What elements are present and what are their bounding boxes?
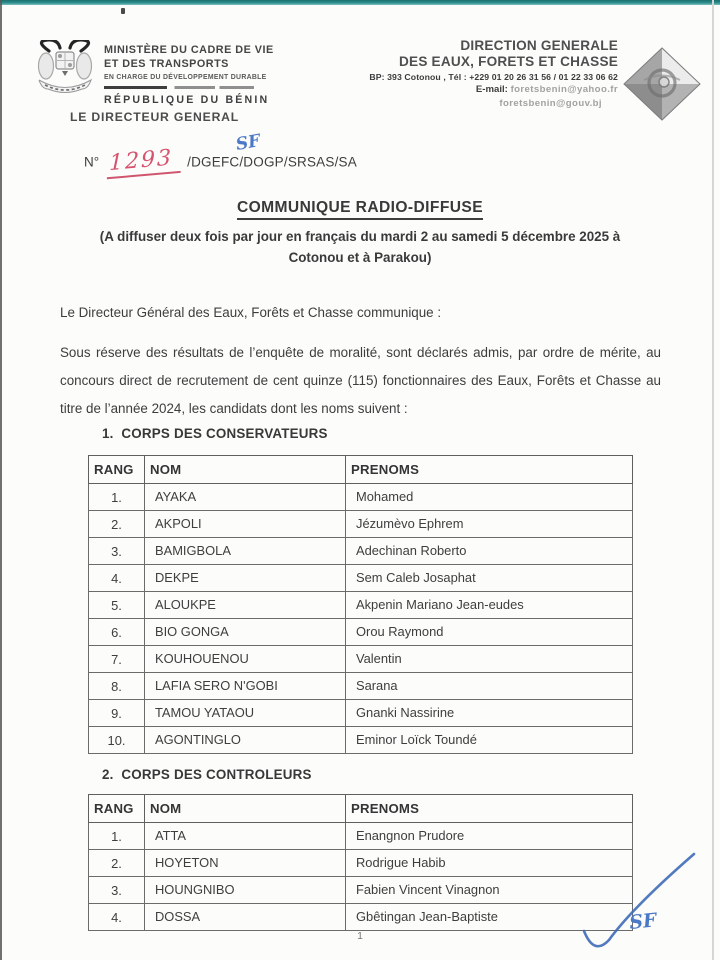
firstnames-cell: Adechinan Roberto [346, 538, 633, 565]
column-header-rang: RANG [89, 795, 145, 823]
section-1-heading [102, 426, 328, 441]
benin-coat-of-arms-icon [33, 40, 97, 105]
surname-cell: KOUHOUENOU [145, 646, 346, 673]
surname-cell: AYAKA [145, 484, 346, 511]
surname-cell: AKPOLI [145, 511, 346, 538]
scan-edge-left-line [0, 0, 2, 960]
document-title: COMMUNIQUE RADIO-DIFFUSE [237, 199, 483, 220]
surname-cell: HOYETON [145, 850, 346, 877]
firstnames-cell: Sarana [346, 673, 633, 700]
ministry-divider-line [104, 86, 254, 89]
surname-cell: DOSSA [145, 904, 346, 931]
org-contact-line: BP: 393 Cotonou , Tél : +229 01 20 26 31 56 / 01 22 33 06 62 [369, 72, 618, 82]
ministry-name-line2: ET DES TRANSPORTS [104, 57, 229, 70]
rank-cell: 10. [89, 727, 145, 754]
surname-cell: DEKPE [145, 565, 346, 592]
handwritten-reference-number: 1293 [107, 145, 181, 180]
column-header-rang: RANG [89, 456, 145, 484]
reference-suffix: /DGEFC/DOGP/SRSAS/SA [187, 154, 357, 170]
rank-cell: 1. [89, 484, 145, 511]
email-address-1: foretsbenin@yahoo.fr [510, 84, 618, 95]
conservateurs-table [88, 455, 633, 754]
column-header-prenoms: PRENOMS [346, 456, 633, 484]
surname-cell: ATTA [145, 823, 346, 850]
rank-cell: 4. [89, 904, 145, 931]
table-row [89, 592, 633, 619]
section-2-heading [102, 767, 312, 782]
eaux-forets-diamond-logo-icon [620, 46, 704, 127]
section-2-title: CORPS DES CONTROLEURS [121, 767, 312, 782]
email-address-2: foretsbenin@gouv.bj [499, 97, 602, 109]
document-subtitle: (A diffuser deux fois par jour en français du mardi 2 au samedi 5 décembre 2025 à Cotonou et à Parakou) [99, 229, 621, 265]
scan-edge-right-line [712, 0, 714, 960]
surname-cell: HOUNGNIBO [145, 877, 346, 904]
firstnames-cell: Gbêtingan Jean-Baptiste [346, 904, 633, 931]
firstnames-cell: Gnanki Nassirine [346, 700, 633, 727]
firstnames-cell: Enangnon Prudore [346, 823, 633, 850]
rank-cell: 1. [89, 823, 145, 850]
rank-cell: 2. [89, 850, 145, 877]
firstnames-cell: Jézumèvo Ephrem [346, 511, 633, 538]
rank-cell: 5. [89, 592, 145, 619]
signature-initials: SF [628, 909, 658, 934]
table-row [89, 673, 633, 700]
firstnames-cell: Mohamed [346, 484, 633, 511]
table-row [89, 700, 633, 727]
org-name-line2: DES EAUX, FORETS ET CHASSE [399, 53, 618, 69]
table-header-row [89, 456, 633, 484]
surname-cell: BIO GONGA [145, 619, 346, 646]
firstnames-cell: Akpenin Mariano Jean-eudes [346, 592, 633, 619]
section-2-number: 2. [102, 767, 114, 782]
firstnames-cell: Orou Raymond [346, 619, 633, 646]
page-number: 1 [357, 930, 363, 942]
director-general-label: LE DIRECTEUR GENERAL [70, 110, 240, 124]
rank-cell: 6. [89, 619, 145, 646]
org-name-line1: DIRECTION GENERALE [460, 38, 618, 53]
section-1-number: 1. [102, 426, 114, 441]
table-row [89, 511, 633, 538]
firstnames-cell: Valentin [346, 646, 633, 673]
title-block [0, 199, 720, 268]
scan-edge-top-strip [0, 0, 720, 5]
table-header-row [89, 795, 633, 823]
firstnames-cell: Sem Caleb Josaphat [346, 565, 633, 592]
table-row [89, 823, 633, 850]
firstnames-cell: Rodrigue Habib [346, 850, 633, 877]
surname-cell: BAMIGBOLA [145, 538, 346, 565]
intro-paragraph: Le Directeur Général des Eaux, Forêts et Chasse communique : [60, 305, 442, 320]
reference-line [84, 131, 357, 177]
republic-label: RÉPUBLIQUE DU BÉNIN [104, 93, 270, 106]
surname-cell: LAFIA SERO N'GOBI [145, 673, 346, 700]
surname-cell: TAMOU YATAOU [145, 700, 346, 727]
surname-cell: AGONTINGLO [145, 727, 346, 754]
rank-cell: 8. [89, 673, 145, 700]
column-header-prenoms: PRENOMS [346, 795, 633, 823]
table-row [89, 727, 633, 754]
firstnames-cell: Fabien Vincent Vinagnon [346, 877, 633, 904]
table-row [89, 646, 633, 673]
table-row [89, 850, 633, 877]
scan-speck [121, 8, 125, 14]
rank-cell: 2. [89, 511, 145, 538]
handwritten-paraph-top: SF [234, 131, 262, 155]
table-row [89, 619, 633, 646]
handwritten-signature-paraph [578, 843, 720, 960]
reference-prefix: N° [84, 154, 100, 170]
main-paragraph: Sous réserve des résultats de l’enquête de moralité, sont déclarés admis, par ordre de mérite, au concours direct de recrutement de cent quinze (115) fonctionnaires des Eaux, Forêts et Chasse au titre de l’année 2024, les candidats dont les noms suivent : [60, 345, 661, 416]
rank-cell: 3. [89, 877, 145, 904]
controleurs-table [88, 794, 633, 931]
rank-cell: 3. [89, 538, 145, 565]
table-row [89, 484, 633, 511]
column-header-nom: NOM [145, 456, 346, 484]
ministry-name-line1: MINISTÈRE DU CADRE DE VIE [104, 44, 274, 56]
table-row [89, 565, 633, 592]
org-email-line2 [300, 98, 618, 110]
section-1-title: CORPS DES CONSERVATEURS [121, 426, 328, 441]
email-label: E-mail: [475, 84, 508, 95]
rank-cell: 4. [89, 565, 145, 592]
table-row [89, 877, 633, 904]
ministry-subtitle: EN CHARGE DU DÉVELOPPEMENT DURABLE [104, 74, 267, 81]
rank-cell: 9. [89, 700, 145, 727]
column-header-nom: NOM [145, 795, 346, 823]
firstnames-cell: Eminor Loïck Toundé [346, 727, 633, 754]
direction-generale-block [300, 38, 618, 109]
table-row [89, 904, 633, 931]
table-row [89, 538, 633, 565]
org-email-line1 [300, 84, 618, 96]
surname-cell: ALOUKPE [145, 592, 346, 619]
rank-cell: 7. [89, 646, 145, 673]
